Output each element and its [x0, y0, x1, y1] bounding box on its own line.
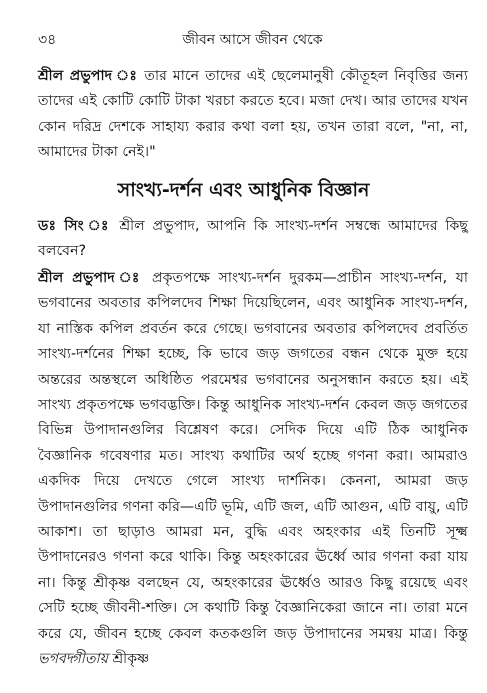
paragraph-text: তার মানে তাদের এই ছেলেমানুষী কৌতূহল নিবৃত্তির জন্য তাদের এই কোটি কোটি টাকা খরচা করতে হবে। মজা দেখ। আর তাদের যখন কোন দরিদ্র দেশকে সাহায্য করার কথা বলা হয়, তখন তারা বলে, "না, না, আমাদের টাকা নেই।" — [38, 68, 468, 161]
speaker-label: শ্রীল প্রভুপাদ ঃ — [38, 270, 144, 286]
speaker-label: শ্রীল প্রভুপাদ ঃ — [38, 68, 139, 84]
speaker-label: ডঃ সিং ঃ — [38, 218, 112, 234]
running-title: জীবন আসে জীবন থেকে — [182, 32, 323, 48]
page-header — [38, 28, 467, 50]
dialogue-text-end: শ্রীকৃষ্ণ — [107, 651, 150, 668]
paragraph-1 — [38, 64, 468, 166]
section-heading: সাংখ্য-দর্শন এবং আধুনিক বিজ্ঞান — [117, 179, 370, 201]
dialogue-dr-singh — [38, 214, 468, 265]
dialogue-text: প্রকৃতপক্ষে সাংখ্য-দর্শন দুরকম—প্রাচীন সাংখ্য-দর্শন, যা ভগবানের অবতার কপিলদেব শিক্ষা দিয়েছিলেন, এবং আধুনিক সাংখ্য-দর্শন, যা নাস্তিক কপিল প্রবর্তন করে গেছে। ভগবানের অবতার কপিলদেব প্রবর্তিত সাংখ্য-দর্শনের শিক্ষা হচ্ছে, কি ভাবে জড় জগতের বন্ধন থেকে মুক্ত হয়ে অন্তরের অন্তস্থলে অধিষ্ঠিত পরমেশ্বর ভগবানের অনুসন্ধান করতে হয়। এই সাংখ্য প্রকৃতপক্ষে ভগবদ্ভক্তি। কিন্তু আধুনিক সাংখ্য-দর্শন কেবল জড় জগতের বিভিন্ন উপাদানগুলির বিশ্লেষণ করে। সেদিক দিয়ে এটি ঠিক আধুনিক বৈজ্ঞানিক গবেষণার মত। সাংখ্য কথাটির অর্থ হচ্ছে গণনা করা। আমরাও একদিক দিয়ে দেখতে গেলে সাংখ্য দার্শনিক। কেননা, আমরা জড় উপাদানগুলির গণনা করি—এটি ভূমি, এটি জল, এটি আগুন, এটি বায়ু, এটি আকাশ। তা ছাড়াও আমরা মন, বুদ্ধি এবং অহংকার এই তিনটি সূক্ষ্ম উপাদানেরও গণনা করে থাকি। কিন্তু অহংকারের ঊর্ধ্বে আর গণনা করা যায় না। কিন্তু শ্রীকৃষ্ণ বলছেন যে, অহংকারের ঊর্ধ্বেও আরও কিছু রয়েছে এবং সেটি হচ্ছে জীবনী-শক্তি। সে কথাটি কিন্তু বৈজ্ঞানিকেরা জানে না। তারা মনে করে যে, জীবন হচ্ছে কেবল কতকগুলি জড় উপাদানের সমন্বয় মাত্র। কিন্তু — [38, 270, 468, 642]
book-title-italic: ভগবদ্গীতায় — [38, 651, 108, 668]
dialogue-prabhupada — [38, 266, 468, 673]
page-number: ৩৪ — [38, 32, 57, 48]
dialogue-text: শ্রীল প্রভুপাদ, আপনি কি সাংখ্য-দর্শন সম্বন্ধে আমাদের কিছু বলবেন? — [38, 218, 468, 260]
